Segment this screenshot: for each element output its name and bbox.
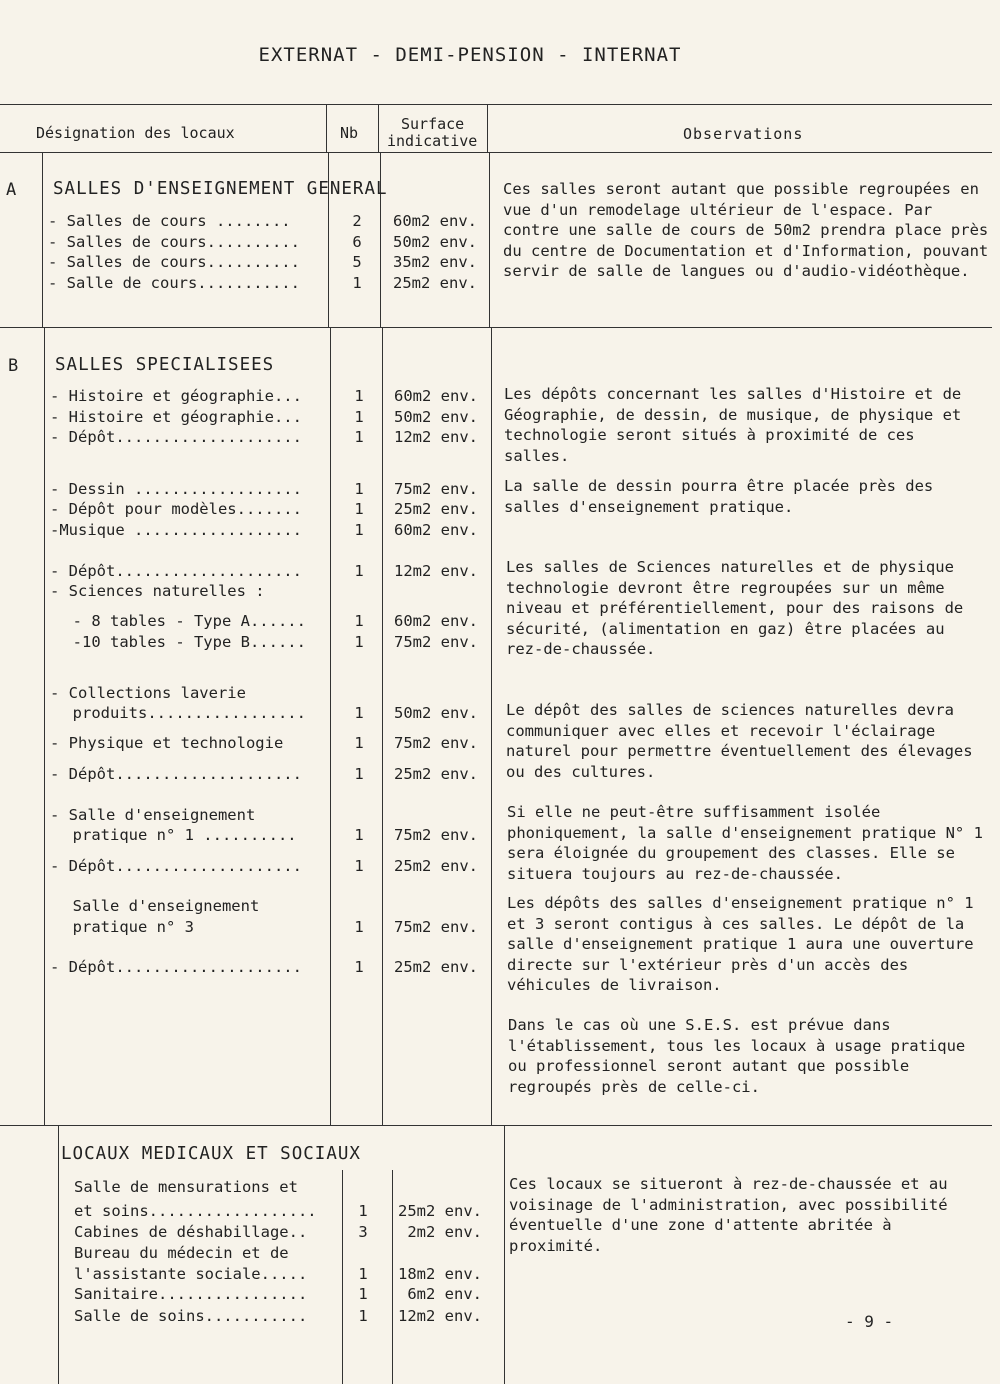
table-row-surface: 12m2 env. — [398, 1307, 482, 1325]
page-title: EXTERNAT - DEMI-PENSION - INTERNAT — [258, 44, 682, 66]
section-b-observation: Les dépôts concernant les salles d'Histoire et de Géographie, de dessin, de musique, de physique et technologie seront situés à proximité de ces salles. — [504, 385, 962, 465]
section-a-title: SALLES D'ENSEIGNEMENT GENERAL — [53, 179, 388, 199]
table-row-nb: 1 — [354, 408, 364, 426]
table-row-nb: 6 — [352, 233, 362, 251]
table-row-surface: 60m2 env. — [394, 521, 478, 539]
col-divider-obs — [487, 104, 488, 153]
header-nb: Nb — [340, 124, 359, 142]
table-row-surface: 12m2 env. — [394, 562, 478, 580]
table-row-label: - Histoire et géographie... — [50, 408, 302, 426]
col-divider-surface — [378, 104, 379, 153]
table-row-nb: 1 — [354, 958, 364, 976]
table-row-label: - 8 tables - Type A...... — [54, 612, 306, 630]
table-row-nb: 1 — [354, 387, 364, 405]
table-row-nb: 1 — [354, 480, 364, 498]
table-row-surface: 60m2 env. — [393, 212, 477, 230]
table-row-label: - Physique et technologie — [50, 734, 284, 752]
table-row-label: Salle d'enseignement — [54, 897, 260, 915]
table-row-surface: 12m2 env. — [394, 428, 478, 446]
table-row-label: - Dessin .................. — [50, 480, 302, 498]
table-row-label: et soins.................. — [74, 1202, 317, 1220]
table-row-label: - Dépôt.................... — [50, 562, 302, 580]
section-b-observation: Si elle ne peut-être suffisamment isolée phoniquement, la salle d'enseignement pratique N° 1 sera éloignée du groupement des classes. Elle se situera toujours au rez-de-chaussée. — [507, 803, 983, 883]
table-row-nb: 1 — [352, 274, 362, 292]
col-divider-left — [58, 1125, 59, 1384]
table-row-surface: 25m2 env. — [393, 274, 477, 292]
table-row-label: - Collections laverie — [50, 684, 246, 702]
col-divider-surface — [392, 1170, 393, 1384]
table-top-rule — [0, 104, 992, 105]
table-row-surface: 75m2 env. — [394, 826, 478, 844]
header-bottom-rule — [0, 152, 992, 153]
col-divider-left — [42, 152, 43, 327]
table-row-surface: 60m2 env. — [394, 612, 478, 630]
table-row-surface: 25m2 env. — [394, 958, 478, 976]
table-row-label: - Dépôt.................... — [50, 958, 302, 976]
header-observations: Observations — [683, 125, 804, 143]
table-row-nb: 1 — [354, 857, 364, 875]
table-row-nb: 1 — [354, 612, 364, 630]
table-row-nb: 1 — [358, 1202, 368, 1220]
table-row-label: -10 tables - Type B...... — [54, 633, 306, 651]
table-row-surface: 60m2 env. — [394, 387, 478, 405]
table-row-surface: 25m2 env. — [398, 1202, 482, 1220]
section-b-observation: Les salles de Sciences naturelles et de physique technologie devront être regroupées sur un même niveau et préférentiellement, pour des raisons de sécurité, (alimentation en gaz) être placées au rez-de-chaussée. — [506, 558, 964, 659]
table-row-label: - Salles de cours ........ — [48, 212, 291, 230]
table-row-label: - Dépôt.................... — [50, 765, 302, 783]
table-row-label: - Dépôt.................... — [50, 857, 302, 875]
table-row-nb: 1 — [354, 521, 364, 539]
table-row-nb: 1 — [354, 500, 364, 518]
page-number: - 9 - — [845, 1312, 894, 1331]
table-row-surface: 75m2 env. — [394, 734, 478, 752]
section-b-bottom-rule — [0, 1125, 992, 1126]
table-row-nb: 1 — [354, 765, 364, 783]
table-row-label: - Salles de cours.......... — [48, 233, 300, 251]
table-row-label: Bureau du médecin et de — [74, 1244, 289, 1262]
col-divider-nb — [330, 327, 331, 1125]
table-row-label: Cabines de déshabillage.. — [74, 1223, 308, 1241]
table-row-nb: 5 — [352, 253, 362, 271]
table-row-label: Salle de mensurations et — [74, 1178, 298, 1196]
header-surface-line1: Surface — [401, 115, 465, 133]
table-row-nb: 1 — [354, 918, 364, 936]
section-b-observation: Dans le cas où une S.E.S. est prévue dans l'établissement, tous les locaux à usage pratique ou professionnel seront autant que possible regroupés près de celle-ci. — [508, 1016, 966, 1096]
table-row-nb: 1 — [354, 562, 364, 580]
table-row-label: produits................. — [54, 704, 306, 722]
section-b-letter: B — [8, 356, 19, 376]
table-row-surface: 35m2 env. — [393, 253, 477, 271]
header-surface-line2: indicative — [387, 132, 478, 150]
table-row-surface: 75m2 env. — [394, 918, 478, 936]
section-a-letter: A — [6, 180, 17, 200]
table-row-surface: 25m2 env. — [394, 857, 478, 875]
table-row-nb: 1 — [354, 428, 364, 446]
table-row-surface: 50m2 env. — [394, 704, 478, 722]
section-c-title: LOCAUX MEDICAUX ET SOCIAUX — [61, 1144, 361, 1164]
table-row-nb: 2 — [352, 212, 362, 230]
table-row-label: - Salles de cours.......... — [48, 253, 300, 271]
table-row-surface: 75m2 env. — [394, 633, 478, 651]
table-row-surface: 2m2 env. — [398, 1223, 482, 1241]
table-row-label: pratique n° 1 .......... — [54, 826, 297, 844]
col-divider-obs — [489, 152, 490, 327]
table-row-label: - Dépôt pour modèles....... — [50, 500, 302, 518]
table-row-surface: 50m2 env. — [393, 233, 477, 251]
section-b-observation: La salle de dessin pourra être placée près des salles d'enseignement pratique. — [504, 477, 934, 516]
table-row-nb: 1 — [354, 704, 364, 722]
table-row-label: - Sciences naturelles : — [50, 582, 265, 600]
table-row-surface: 18m2 env. — [398, 1265, 482, 1283]
table-row-nb: 1 — [354, 633, 364, 651]
table-row-label: pratique n° 3 — [54, 918, 194, 936]
section-a-bottom-rule — [0, 327, 992, 328]
table-row-surface: 50m2 env. — [394, 408, 478, 426]
section-b-title: SALLES SPECIALISEES — [55, 355, 275, 375]
section-b-observation: Les dépôts des salles d'enseignement pratique n° 1 et 3 seront contigus à ces salles. Le dépôt de la salle d'enseignement pratique 1 aura une ouverture directe sur l'extérieur près d'un accès des véhicules de livraison. — [507, 894, 974, 995]
col-divider-left — [44, 327, 45, 1125]
table-row-nb: 3 — [358, 1223, 368, 1241]
table-row-surface: 75m2 env. — [394, 480, 478, 498]
section-b-observation: Le dépôt des salles de sciences naturelles devra communiquer avec elles et recevoir l'éclairage naturel pour permettre éventuellement des élevages ou des cultures. — [506, 701, 973, 781]
col-divider-nb — [326, 104, 327, 153]
table-row-surface: 25m2 env. — [394, 500, 478, 518]
section-a-observation: Ces salles seront autant que possible regroupées en vue d'un remodelage ultérieur de l'espace. Par contre une salle de cours de 50m2 prendra place près du centre de Documentation et d'Information, pouvant servir de salle de langues ou d'audio-vidéothèque. — [503, 180, 989, 281]
table-row-label: - Salle de cours........... — [48, 274, 300, 292]
table-row-nb: 1 — [358, 1265, 368, 1283]
table-row-label: -Musique .................. — [50, 521, 302, 539]
table-row-nb: 1 — [358, 1285, 368, 1303]
table-row-nb: 1 — [354, 826, 364, 844]
col-divider-nb — [342, 1170, 343, 1384]
table-row-label: l'assistante sociale..... — [74, 1265, 308, 1283]
table-row-label: - Histoire et géographie... — [50, 387, 302, 405]
table-row-nb: 1 — [358, 1307, 368, 1325]
section-c-observation: Ces locaux se situeront à rez-de-chaussée et au voisinage de l'administration, avec possibilité éventuelle d'une zone d'attente abritée à proximité. — [509, 1175, 948, 1255]
table-row-surface: 25m2 env. — [394, 765, 478, 783]
col-divider-obs — [491, 327, 492, 1125]
table-row-nb: 1 — [354, 734, 364, 752]
table-row-label: Sanitaire................ — [74, 1285, 308, 1303]
header-designation: Désignation des locaux — [36, 124, 235, 142]
table-row-label: - Salle d'enseignement — [50, 806, 256, 824]
table-row-label: Salle de soins........... — [74, 1307, 308, 1325]
table-row-label: - Dépôt.................... — [50, 428, 302, 446]
col-divider-obs — [504, 1125, 505, 1384]
table-row-surface: 6m2 env. — [398, 1285, 482, 1303]
col-divider-surface — [382, 327, 383, 1125]
